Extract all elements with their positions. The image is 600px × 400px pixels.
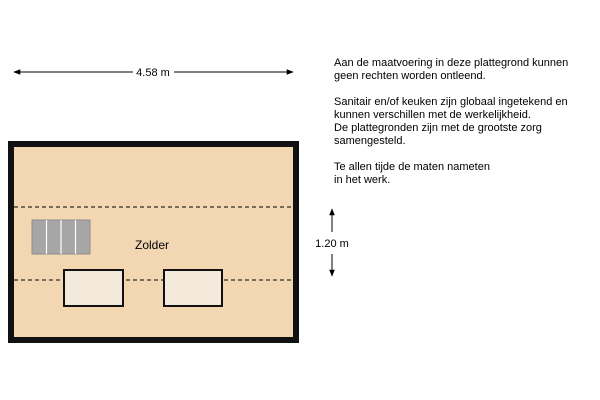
note-line: Sanitair en/of keuken zijn globaal ingetekend en bbox=[334, 96, 568, 108]
width-dimension bbox=[14, 67, 293, 79]
skylight-icon-right bbox=[164, 270, 222, 306]
skylight-icon-left bbox=[64, 270, 123, 306]
note-line: in het werk. bbox=[334, 174, 391, 186]
note-line: Te allen tijde de maten nameten bbox=[334, 161, 490, 173]
plan-notes bbox=[334, 57, 596, 200]
note-line: geen rechten worden ontleend. bbox=[334, 70, 486, 82]
room-label: Zolder bbox=[134, 238, 170, 252]
note-line: kunnen verschillen met de werkelijkheid. bbox=[334, 109, 531, 121]
width-dimension-label: 4.58 m bbox=[136, 67, 170, 79]
height-dimension bbox=[315, 209, 349, 276]
note-line: samengesteld. bbox=[334, 135, 406, 147]
sanitary-note bbox=[334, 96, 596, 148]
note-line: Aan de maatvoering in deze plattegrond kunnen bbox=[334, 57, 569, 69]
measure-note bbox=[334, 161, 596, 187]
stairs-icon bbox=[32, 220, 90, 254]
note-line: De plattegronden zijn met de grootste zorg bbox=[334, 122, 542, 134]
height-dimension-label: 1.20 m bbox=[315, 238, 349, 250]
disclaimer-note bbox=[334, 57, 596, 83]
